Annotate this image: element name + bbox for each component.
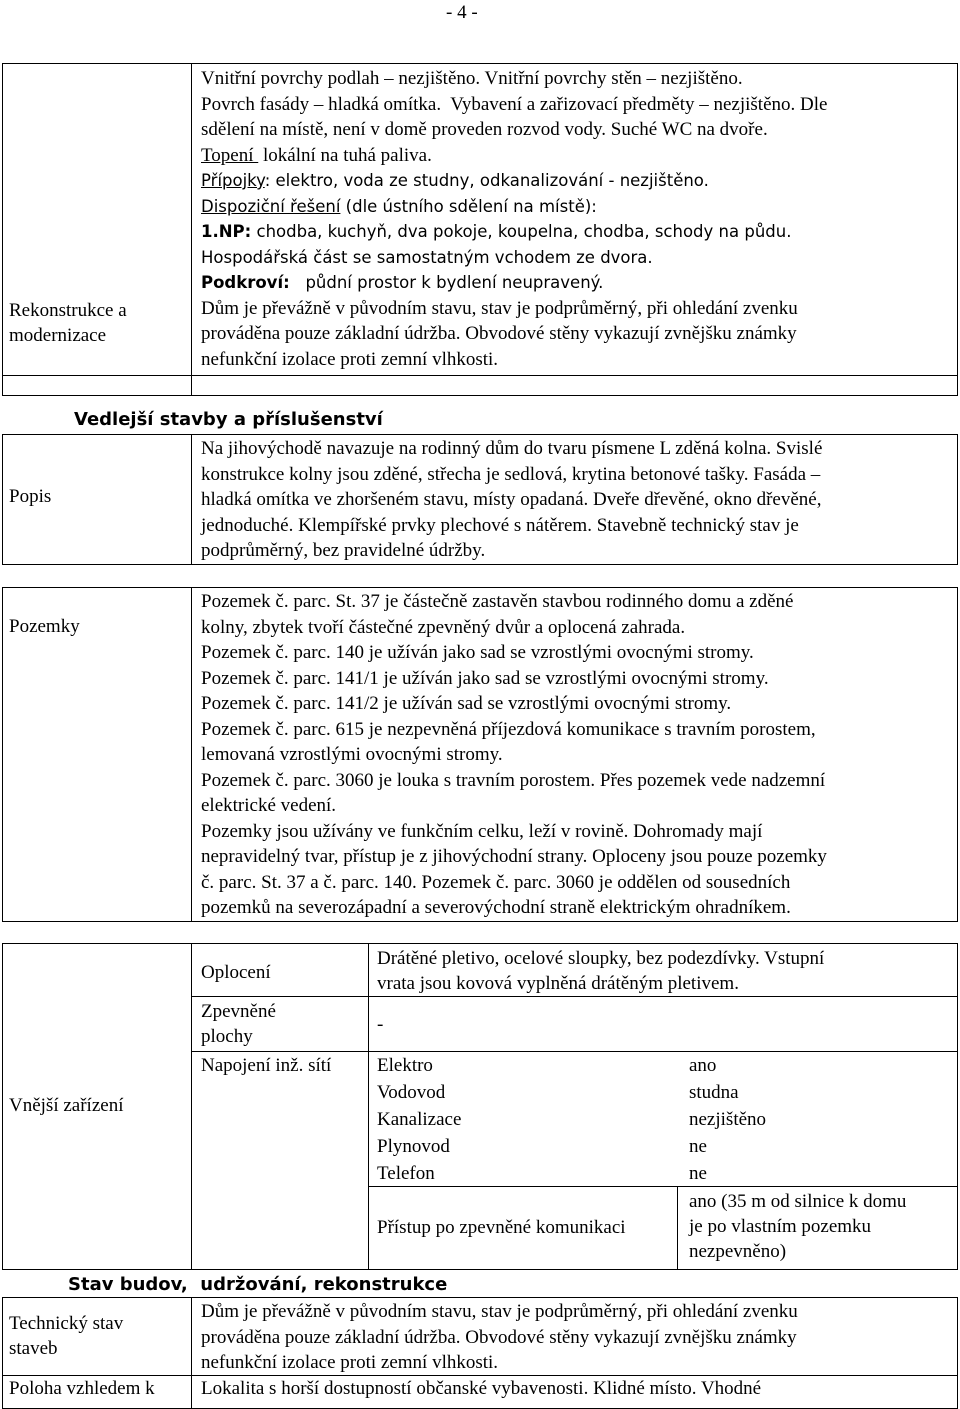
site-value: nezjištěno	[689, 1109, 767, 1130]
pozemky-line: kolny, zbytek tvoří částečné zpevněný dvůr a oplocená zahrada.	[201, 616, 686, 638]
inner-vline-2	[677, 1186, 678, 1270]
text-span: půdní prostor k bydlení neupravený.	[289, 273, 604, 292]
pozemky-line: Pozemek č. parc. 140 je užíván jako sad se vzrostlými ovocnými stromy.	[201, 642, 754, 663]
site-value: ne	[689, 1163, 707, 1184]
zpevnene-plochy-value: -	[377, 1014, 384, 1035]
popis-line: jednoduché. Klempířské prvky plechové s nátěrem. Stavebně technický stav je	[201, 514, 799, 536]
text-span: : elektro, voda ze studny, odkanalizování - nezjištěno.	[264, 171, 709, 190]
text-span: Vnitřní povrchy podlah – nezjištěno. Vnitřní povrchy stěn – nezjištěno.	[201, 68, 743, 89]
site-name: Elektro	[377, 1055, 433, 1076]
text-span: prováděna pouze základní údržba. Obvodové stěny vykazují zvnějšku známky	[201, 323, 797, 344]
pozemky-text	[201, 589, 953, 921]
text-span: lokální na tuhá paliva.	[258, 144, 432, 166]
napojeni-label: Napojení inž. sítí	[201, 1055, 332, 1076]
popis-line: konstrukce kolny jsou zděné, střecha je sedlová, krytina betonové tašky. Fasáda –	[201, 463, 821, 485]
technicky-stav-line: nefunkční izolace proti zemní vlhkosti.	[201, 1352, 499, 1373]
inner-hline-1	[191, 996, 958, 997]
technicky-stav-line: prováděna pouze základní údržba. Obvodové stěny vykazují zvnějšku známky	[201, 1326, 797, 1348]
pristup-label: Přístup po zpevněné komunikaci	[377, 1217, 626, 1238]
popis-line: hladká omítka ve zhoršeném stavu, místy opadaná. Dveře dřevěné, okno dřevěné,	[201, 489, 822, 510]
rekonstrukce-line	[201, 143, 953, 169]
text-span: (dle ústního sdělení na místě):	[340, 196, 597, 216]
technicky-stav-label: Technický stav staveb	[9, 1313, 124, 1359]
rekonstrukce-line	[201, 321, 953, 347]
site-value: studna	[689, 1082, 739, 1103]
rekonstrukce-line	[201, 92, 953, 118]
technicky-stav-text	[201, 1299, 953, 1376]
section-pozemky-divider	[191, 587, 192, 922]
rekonstrukce-line	[201, 270, 953, 296]
inner-vline-1	[368, 943, 369, 1270]
pozemky-line: Pozemky jsou užívány ve funkčním celku, leží v rovině. Dohromady mají	[201, 820, 763, 842]
text-span: nefunkční izolace proti zemní vlhkosti.	[201, 348, 499, 370]
text-span: Podkroví:	[201, 273, 290, 292]
rekonstrukce-line	[201, 117, 953, 143]
pozemky-line: elektrické vedení.	[201, 795, 337, 816]
text-span: 1.NP:	[201, 222, 252, 241]
text-span: Topení	[201, 144, 259, 166]
text-span: Dispoziční řešení	[201, 196, 341, 216]
text-span: Přípojky	[201, 171, 265, 190]
pozemky-label: Pozemky	[9, 616, 80, 637]
pozemky-line: pozemků na severozápadní a severovýchodní straně elektrickým ohradníkem.	[201, 897, 791, 918]
section-reconstruction-divider	[191, 63, 192, 396]
inner-hline-2	[191, 1051, 958, 1052]
rekonstrukce-label: Rekonstrukce a modernizace	[9, 300, 127, 346]
text-span: sdělení na místě, není v domě proveden rozvod vody. Suché WC na dvoře.	[201, 119, 768, 140]
section-vedlejsi-divider	[191, 434, 192, 565]
zpevnene-plochy-label: Zpevněné plochy	[201, 1001, 276, 1047]
section-reconstruction-bottom-rule	[2, 375, 958, 376]
popis-label: Popis	[9, 486, 52, 507]
text-span: Dům je převážně v původním stavu, stav je podprůměrný, při ohledání zvenku	[201, 297, 798, 319]
rekonstrukce-line	[201, 66, 953, 92]
popis-line: podprůměrný, bez pravidelné údržby.	[201, 540, 486, 561]
text-span: chodba, kuchyň, dva pokoje, koupelna, chodba, schody na půdu.	[251, 222, 792, 241]
pozemky-line: Pozemek č. parc. 3060 je louka s travním porostem. Přes pozemek vede nadzemní	[201, 769, 826, 791]
pozemky-line: nepravidelný tvar, přístup je z jihovýchodní strany. Oploceny jsou pouze pozemky	[201, 846, 827, 867]
popis-text	[201, 436, 953, 564]
pozemky-line: Pozemek č. parc. 615 je nezpevněná příjezdová komunikace s travním porostem,	[201, 718, 816, 740]
site-name: Telefon	[377, 1163, 435, 1184]
site-name: Kanalizace	[377, 1109, 462, 1130]
oploceni-value: Drátěné pletivo, ocelové sloupky, bez podezdívky. Vstupní vrata jsou kovová vyplněná drátěným pletivem.	[377, 948, 825, 994]
rekonstrukce-text	[201, 66, 953, 372]
site-name: Vodovod	[377, 1082, 446, 1103]
popis-line: Na jihovýchodě navazuje na rodinný dům do tvaru písmene L zděná kolna. Svislé	[201, 438, 823, 459]
section-stav-divider	[191, 1297, 192, 1409]
stav-budov-header: Stav budov, udržování, rekonstrukce	[68, 1274, 448, 1295]
pozemky-line: č. parc. St. 37 a č. parc. 140. Pozemek č. parc. 3060 je oddělen od sousedních	[201, 871, 791, 893]
pozemky-line: lemovaná vzrostlými ovocnými stromy.	[201, 744, 503, 765]
pozemky-line: Pozemek č. parc. 141/2 je užíván sad se vzrostlými ovocnými stromy.	[201, 693, 732, 714]
vedlejsi-stavby-header: Vedlejší stavby a příslušenství	[74, 409, 383, 430]
section-vnejsi-divider	[191, 943, 192, 1270]
rekonstrukce-line	[201, 194, 953, 220]
site-name: Plynovod	[377, 1136, 450, 1157]
oploceni-label: Oplocení	[201, 962, 271, 983]
technicky-stav-line: Dům je převážně v původním stavu, stav je podprůměrný, při ohledání zvenku	[201, 1301, 798, 1322]
rekonstrukce-line	[201, 296, 953, 322]
text-span: Hospodářská část se samostatným vchodem ze dvora.	[201, 247, 653, 267]
poloha-text: Lokalita s horší dostupností občanské vybavenosti. Klidné místo. Vhodné	[201, 1378, 762, 1399]
pristup-value: ano (35 m od silnice k domu je po vlastním pozemku nezpevněno)	[689, 1191, 907, 1262]
page-number: - 4 -	[446, 2, 478, 23]
site-value: ne	[689, 1136, 707, 1157]
site-value: ano	[689, 1055, 717, 1076]
inner-hline-3	[368, 1186, 958, 1187]
text-span: Povrch fasády – hladká omítka. Vybavení a zařizovací předměty – nezjištěno. Dle	[201, 93, 828, 115]
rekonstrukce-line	[201, 347, 953, 373]
poloha-label: Poloha vzhledem k	[9, 1378, 155, 1399]
pozemky-line: Pozemek č. parc. St. 37 je částečně zastavěn stavbou rodinného domu a zděné	[201, 591, 794, 612]
rekonstrukce-line	[201, 219, 953, 245]
rekonstrukce-line	[201, 245, 953, 271]
rekonstrukce-line	[201, 168, 953, 194]
pozemky-line: Pozemek č. parc. 141/1 je užíván jako sad se vzrostlými ovocnými stromy.	[201, 667, 769, 689]
vnejsi-zarizeni-label: Vnější zařízení	[9, 1095, 124, 1116]
